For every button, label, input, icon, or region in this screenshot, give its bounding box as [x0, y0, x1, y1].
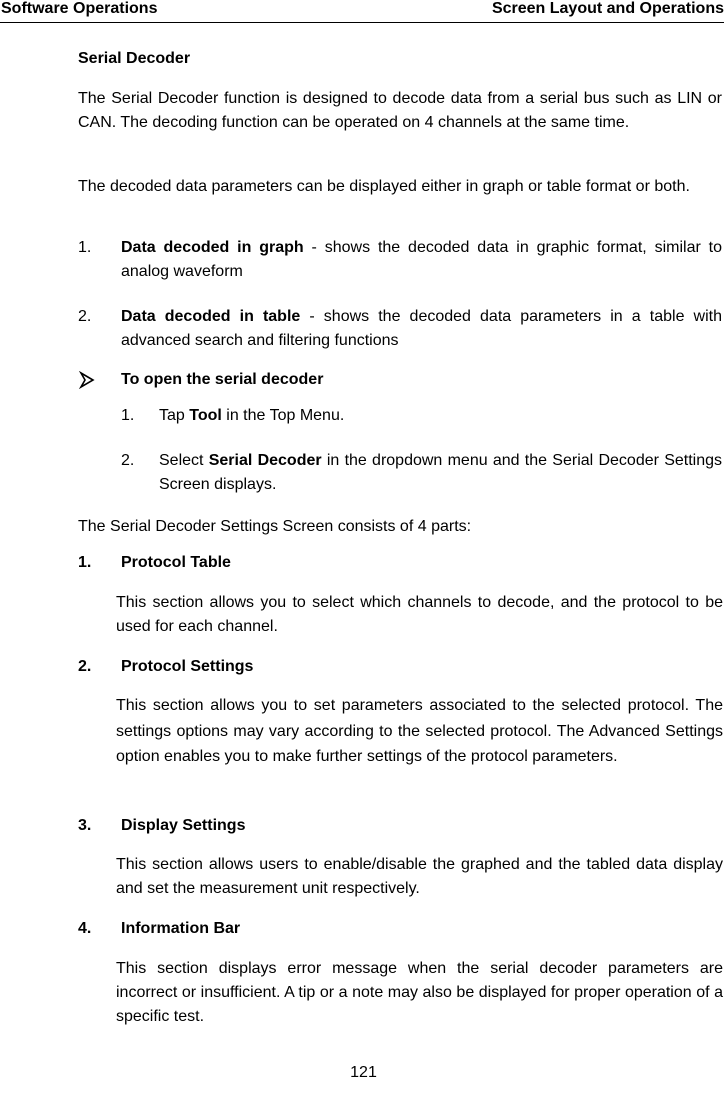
mode-text: [121, 236, 722, 284]
arrow-right-icon: [78, 371, 96, 389]
intro-paragraph-1: The Serial Decoder function is designed to decode data from a serial bus such as LIN or CAN. The decoding function can be operated on 4 channels at the same time.: [78, 90, 722, 131]
part-title-protocol-table: Protocol Table: [121, 554, 231, 571]
parts-intro: The Serial Decoder Settings Screen consists of 4 parts:: [78, 518, 472, 535]
part-body-display-settings: This section allows users to enable/disable the graphed and the tabled data display and set the measurement unit respectively.: [116, 856, 723, 897]
part-body-information-bar: This section displays error message when the serial decoder parameters are incorrect or insufficient. A tip or a note may also be displayed for proper operation of a specific test.: [116, 960, 723, 1025]
page-header: [0, 0, 724, 23]
mode-number: 2.: [78, 308, 92, 325]
part-number: 4.: [78, 920, 92, 937]
mode-desc: - shows the decoded data in graphic format, similar to analog waveform: [121, 239, 723, 280]
step-text: Select: [159, 452, 209, 469]
procedure-heading: To open the serial decoder: [121, 371, 324, 388]
step-keyword: Serial Decoder: [208, 452, 322, 469]
step-text: in the Top Menu.: [221, 407, 345, 424]
part-number: 2.: [78, 658, 92, 675]
header-section-title: Software Operations: [1, 0, 158, 17]
mode-desc: - shows the decoded data parameters in a table with advanced search and filtering functions: [121, 308, 723, 349]
step-number: 1.: [121, 407, 135, 424]
part-number: 3.: [78, 817, 92, 834]
mode-term: Data decoded in graph: [121, 239, 304, 256]
procedure-step-2: [159, 449, 722, 497]
step-number: 2.: [121, 452, 135, 469]
procedure-step-1: [159, 404, 722, 428]
part-body-protocol-table: This section allows you to select which channels to decode, and the protocol to be used for each channel.: [116, 594, 723, 635]
part-number: 1.: [78, 554, 92, 571]
mode-text: [121, 305, 722, 353]
intro-paragraph-2: The decoded data parameters can be displayed either in graph or table format or both.: [78, 178, 690, 195]
mode-item-table: [0, 305, 727, 353]
mode-term: Data decoded in table: [121, 308, 301, 325]
mode-item-graph: [0, 236, 727, 284]
page-number: 121: [350, 1064, 377, 1081]
part-body-protocol-settings: This section allows you to set parameters associated to the selected protocol. The settings options may vary according to the selected protocol. The Advanced Settings option enables you to make further settings of the protocol parameters.: [116, 697, 723, 765]
part-title-display-settings: Display Settings: [121, 817, 246, 834]
step-text: Tap: [159, 407, 190, 424]
header-chapter-title: Screen Layout and Operations: [491, 0, 724, 17]
section-title: Serial Decoder: [78, 50, 191, 67]
part-title-protocol-settings: Protocol Settings: [121, 658, 254, 675]
step-text: in the dropdown menu and the Serial Decoder Settings Screen displays.: [159, 452, 723, 493]
mode-number: 1.: [78, 239, 92, 256]
step-keyword: Tool: [189, 407, 222, 424]
part-title-information-bar: Information Bar: [121, 920, 241, 937]
